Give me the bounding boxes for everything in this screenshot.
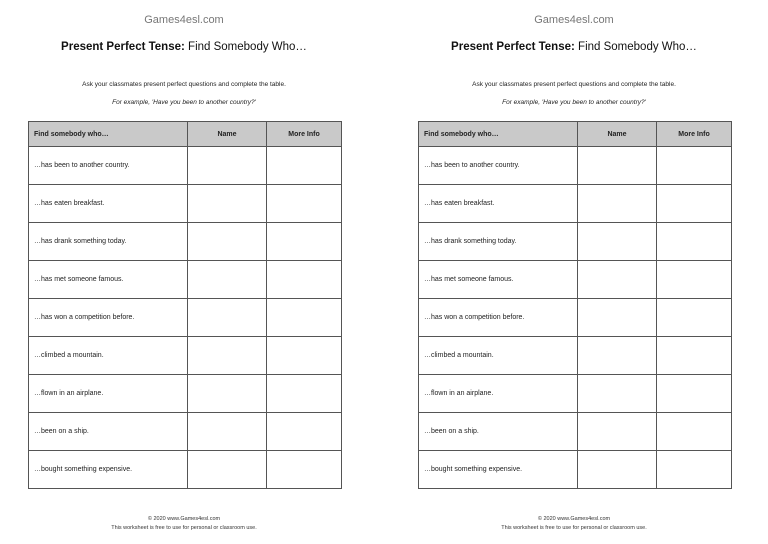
row-prompt: …climbed a mountain. <box>419 337 578 375</box>
title-rest: Find Somebody Who… <box>184 41 307 53</box>
header-more-info: More Info <box>657 122 732 147</box>
name-cell[interactable] <box>188 451 267 489</box>
header-name: Name <box>188 122 267 147</box>
table-row <box>419 451 732 489</box>
row-prompt: …flown in an airplane. <box>419 375 578 413</box>
table-header-row <box>419 122 732 147</box>
table-row <box>419 147 732 185</box>
copyright-text: © 2020 www.Games4esl.com <box>147 516 221 522</box>
row-prompt: …bought something expensive. <box>419 451 578 489</box>
name-cell[interactable] <box>578 413 657 451</box>
footer <box>414 515 734 533</box>
more-info-cell[interactable] <box>657 147 732 185</box>
row-prompt: …has eaten breakfast. <box>29 185 188 223</box>
table-row <box>419 185 732 223</box>
table-row <box>29 223 342 261</box>
table-row <box>419 337 732 375</box>
more-info-cell[interactable] <box>657 413 732 451</box>
header-more-info: More Info <box>267 122 342 147</box>
name-cell[interactable] <box>578 299 657 337</box>
name-cell[interactable] <box>578 147 657 185</box>
table-row <box>29 413 342 451</box>
row-prompt: …been on a ship. <box>29 413 188 451</box>
name-cell[interactable] <box>188 299 267 337</box>
name-cell[interactable] <box>578 451 657 489</box>
table-row <box>29 147 342 185</box>
name-cell[interactable] <box>188 223 267 261</box>
more-info-cell[interactable] <box>657 223 732 261</box>
more-info-cell[interactable] <box>267 413 342 451</box>
row-prompt: …has drank something today. <box>29 223 188 261</box>
table-row <box>29 337 342 375</box>
row-prompt: …been on a ship. <box>419 413 578 451</box>
usage-text: This worksheet is free to use for personal or classroom use. <box>501 525 647 531</box>
table-row <box>29 299 342 337</box>
find-somebody-table <box>418 121 732 489</box>
title-bold: Present Perfect Tense: <box>61 41 185 53</box>
name-cell[interactable] <box>188 185 267 223</box>
worksheet-title <box>414 41 734 53</box>
site-name: Games4esl.com <box>144 14 224 26</box>
row-prompt: …has been to another country. <box>29 147 188 185</box>
table-row <box>29 451 342 489</box>
more-info-cell[interactable] <box>657 451 732 489</box>
header-find: Find somebody who… <box>419 122 578 147</box>
name-cell[interactable] <box>578 337 657 375</box>
usage-text: This worksheet is free to use for personal or classroom use. <box>111 525 257 531</box>
more-info-cell[interactable] <box>657 375 732 413</box>
site-name: Games4esl.com <box>534 14 614 26</box>
example-text: For example, 'Have you been to another country?' <box>502 99 646 106</box>
more-info-cell[interactable] <box>267 451 342 489</box>
more-info-cell[interactable] <box>267 337 342 375</box>
name-cell[interactable] <box>578 375 657 413</box>
instruction-text: Ask your classmates present perfect questions and complete the table. <box>82 81 286 88</box>
more-info-cell[interactable] <box>657 337 732 375</box>
more-info-cell[interactable] <box>657 261 732 299</box>
row-prompt: …has drank something today. <box>419 223 578 261</box>
more-info-cell[interactable] <box>267 185 342 223</box>
instruction-text: Ask your classmates present perfect questions and complete the table. <box>472 81 676 88</box>
more-info-cell[interactable] <box>657 185 732 223</box>
name-cell[interactable] <box>188 261 267 299</box>
worksheet-right <box>414 0 754 544</box>
worksheet-left <box>24 0 364 544</box>
more-info-cell[interactable] <box>267 261 342 299</box>
name-cell[interactable] <box>188 147 267 185</box>
row-prompt: …flown in an airplane. <box>29 375 188 413</box>
table-row <box>419 413 732 451</box>
example-text: For example, 'Have you been to another country?' <box>112 99 256 106</box>
name-cell[interactable] <box>188 337 267 375</box>
table-row <box>419 375 732 413</box>
name-cell[interactable] <box>188 375 267 413</box>
title-rest: Find Somebody Who… <box>574 41 697 53</box>
table-row <box>29 375 342 413</box>
title-bold: Present Perfect Tense: <box>451 41 575 53</box>
name-cell[interactable] <box>188 413 267 451</box>
table-row <box>29 185 342 223</box>
table-row <box>419 223 732 261</box>
table-row <box>419 261 732 299</box>
table-row <box>419 299 732 337</box>
row-prompt: …has met someone famous. <box>29 261 188 299</box>
more-info-cell[interactable] <box>657 299 732 337</box>
header-name: Name <box>578 122 657 147</box>
more-info-cell[interactable] <box>267 375 342 413</box>
worksheet-title <box>24 41 344 53</box>
footer <box>24 515 344 533</box>
row-prompt: …climbed a mountain. <box>29 337 188 375</box>
row-prompt: …bought something expensive. <box>29 451 188 489</box>
name-cell[interactable] <box>578 185 657 223</box>
row-prompt: …has eaten breakfast. <box>419 185 578 223</box>
row-prompt: …has won a competition before. <box>29 299 188 337</box>
table-row <box>29 261 342 299</box>
more-info-cell[interactable] <box>267 299 342 337</box>
row-prompt: …has been to another country. <box>419 147 578 185</box>
name-cell[interactable] <box>578 223 657 261</box>
header-find: Find somebody who… <box>29 122 188 147</box>
find-somebody-table <box>28 121 342 489</box>
row-prompt: …has met someone famous. <box>419 261 578 299</box>
table-header-row <box>29 122 342 147</box>
name-cell[interactable] <box>578 261 657 299</box>
more-info-cell[interactable] <box>267 147 342 185</box>
copyright-text: © 2020 www.Games4esl.com <box>537 516 611 522</box>
row-prompt: …has won a competition before. <box>419 299 578 337</box>
more-info-cell[interactable] <box>267 223 342 261</box>
